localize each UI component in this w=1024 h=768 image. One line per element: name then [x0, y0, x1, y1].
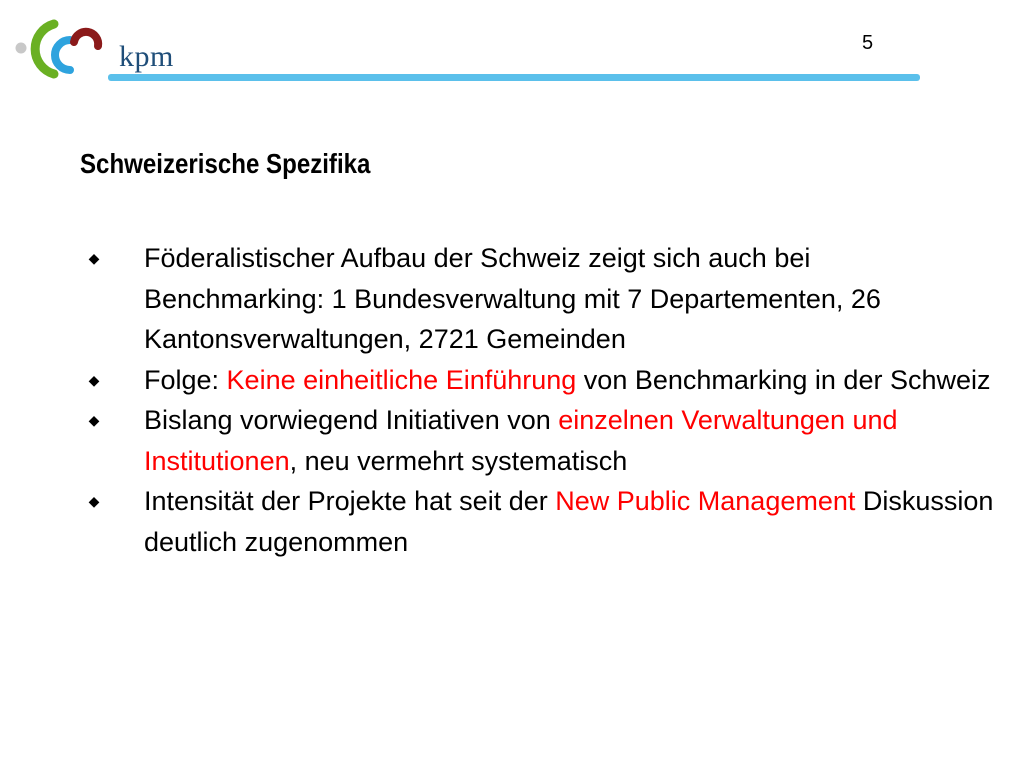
- bullet-text: von Benchmarking in der Schweiz: [576, 364, 991, 395]
- bullet-text: , neu vermehrt systematisch: [289, 445, 628, 476]
- bullet-text: Diskussion deutlich zugenommen: [144, 486, 994, 557]
- diamond-bullet-icon: ◆: [88, 493, 100, 509]
- highlighted-text: Keine einheitliche Einführung: [226, 364, 577, 395]
- bullet-item: [0, 400, 1024, 481]
- logo-text: kpm: [119, 40, 174, 73]
- bullet-text: Bislang vorwiegend Initiativen von: [144, 405, 559, 435]
- bullet-item: [0, 238, 1024, 360]
- bullet-list: [0, 238, 1024, 562]
- diamond-bullet-icon: ◆: [88, 250, 100, 266]
- bullet-text: Intensität der Projekte hat seit der: [144, 486, 556, 516]
- bullet-text: Föderalistischer Aufbau der Schweiz zeigt sich auch bei Benchmarking: 1 Bundesverwaltung mit 7 Departementen, 26 Kantonsverwaltungen, 2721 Gemeinden: [144, 243, 881, 354]
- bullet-item: [0, 481, 1024, 562]
- slide-title: Schweizerische Spezifika: [80, 148, 371, 179]
- diamond-bullet-icon: ◆: [88, 412, 100, 428]
- diamond-bullet-icon: ◆: [88, 371, 100, 388]
- bullet-text: Folge:: [144, 364, 227, 395]
- highlighted-text: einzelnen Verwaltungen und Institutionen: [144, 405, 898, 476]
- bullet-item: [0, 360, 1024, 401]
- header-rule: [108, 74, 920, 81]
- kpm-logo-mark-icon: [14, 16, 114, 86]
- page-number: 5: [862, 32, 874, 54]
- highlighted-text: New Public Management: [555, 486, 856, 516]
